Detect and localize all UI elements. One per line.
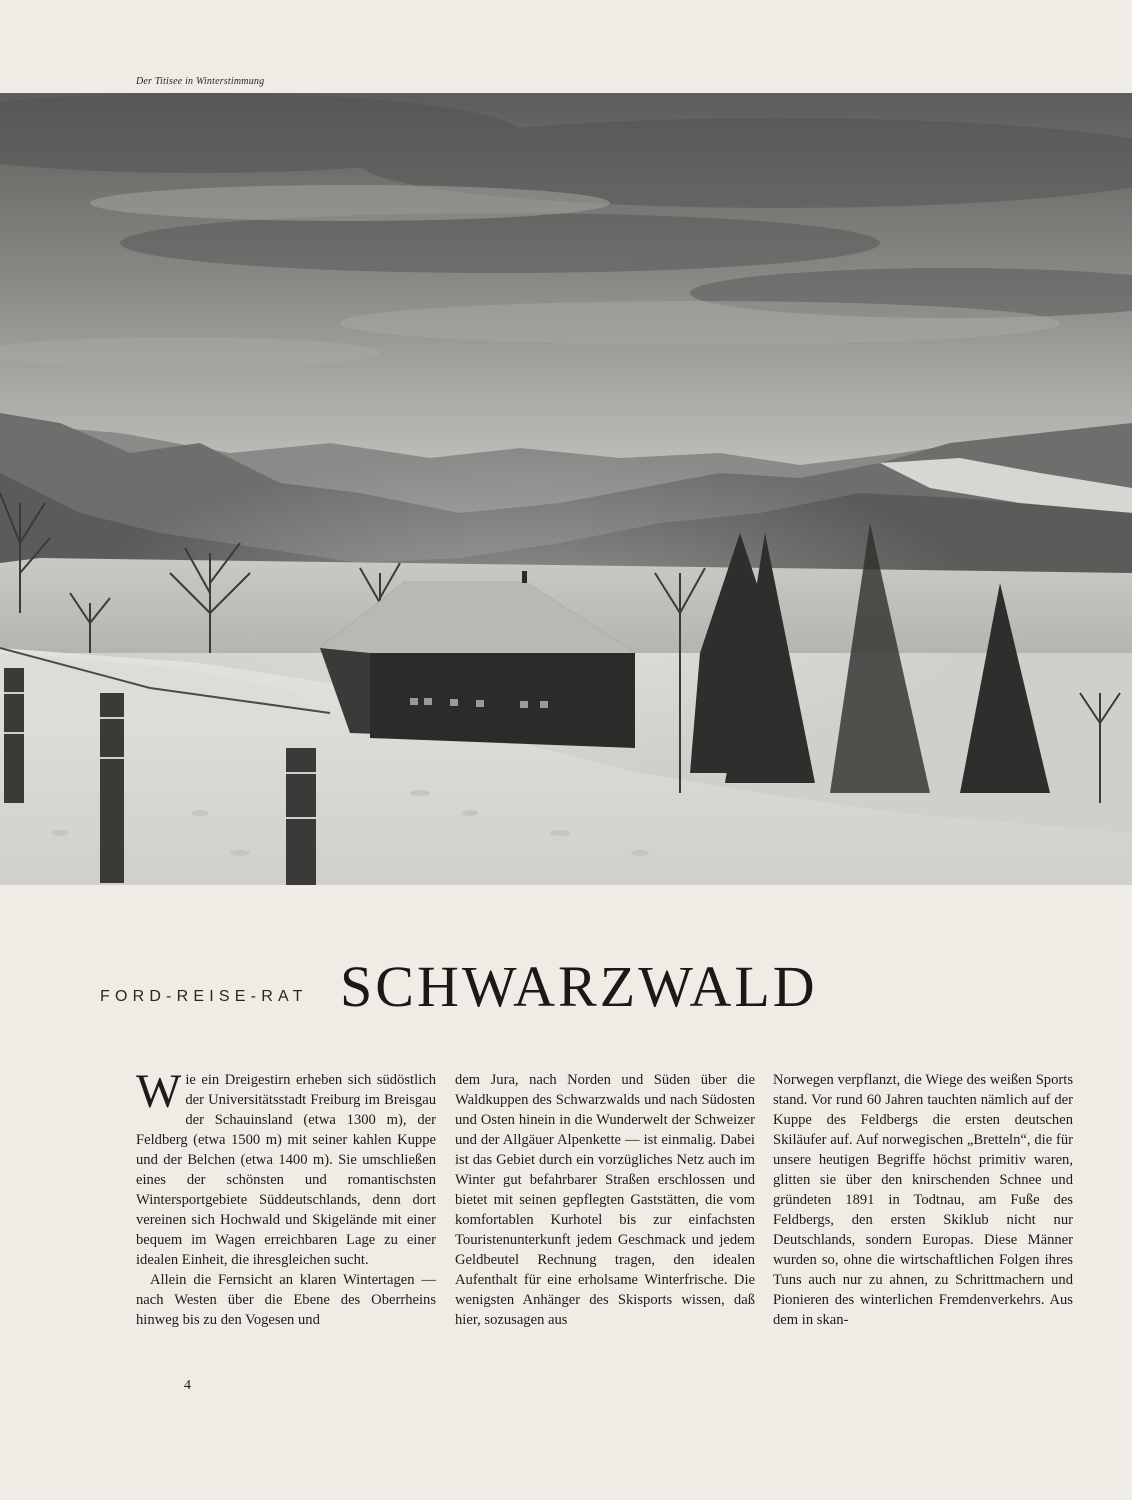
page-number: 4: [184, 1378, 191, 1393]
article-column-3: [773, 1070, 1073, 1330]
paragraph-4: Norwegen verpflanzt, die Wiege des weißen Sports stand. Vor rund 60 Jahren tauchten nämlich auf der Kuppe des Feldbergs die ersten deutschen Skiläufer auf. Auf norwegischen „Bretteln“, die für unsere heutigen Begriffe höchst primitiv waren, glitten sie über den knirschenden Schnee und gründeten 1891 in Todtnau, am Fuße des Feldbergs, den ersten Skiklub nicht nur Deutschlands, sondern Europas. Diese Männer wurden so, ohne die wirtschaftlichen Folgen ihres Tuns auch nur zu ahnen, zu Schrittmachern und Pionieren des winterlichen Fremdenverkehrs. Aus dem in skan-: [773, 1072, 1073, 1328]
article-column-1: [136, 1065, 436, 1330]
paragraph-1-text: ie ein Dreigestirn erheben sich südöstlich der Universitätsstadt Freiburg im Breisgau der Schauinsland (etwa 1300 m), der Feldberg (etwa 1500 m) mit seiner kahlen Kuppe und der Belchen (etwa 1400 m). Sie umschließen eines der schönsten und romantischsten Wintersportgebiete Süddeutschlands, denn dort vereinen sich Hochwald und Skigelände mit einer bequem im Wagen erreichbaren Lage zu einer idealen Einheit, die ihresgleichen sucht.: [136, 1072, 436, 1268]
paragraph-2: Allein die Fernsicht an klaren Wintertagen — nach Westen über die Ebene des Oberrheins hinweg bis zu den Vogesen und: [136, 1272, 436, 1328]
paragraph-1: [136, 1065, 436, 1270]
drop-cap: W: [136, 1065, 182, 1118]
winter-landscape-photo: [0, 93, 1132, 885]
heading-kicker: FORD-REISE-RAT: [100, 988, 308, 1005]
article-heading: [100, 954, 1000, 1028]
page-title: SCHWARZWALD: [340, 954, 818, 1019]
paragraph-3: dem Jura, nach Norden und Süden über die Waldkuppen des Schwarzwalds und nach Südosten und Osten hinein in die Wunderwelt der Schweizer und der Allgäuer Alpenkette — ist einmalig. Dabei ist das Gebiet durch ein vorzügliches Netz auch im Winter gut befahrbarer Straßen erschlossen und bietet mit seinen gepflegten Gaststätten, die vom komfortablen Kurhotel bis zur einfachsten Touristenunterkunft jedem Geschmack und jedem Geldbeutel Rechnung tragen, den idealen Aufenthalt für eine erholsame Winterfrische. Die wenigsten Anhänger des Skisports wissen, daß hier, sozusagen aus: [455, 1072, 755, 1328]
photo-caption: Der Titisee in Winterstimmung: [136, 76, 265, 87]
article-column-2: [455, 1070, 755, 1330]
